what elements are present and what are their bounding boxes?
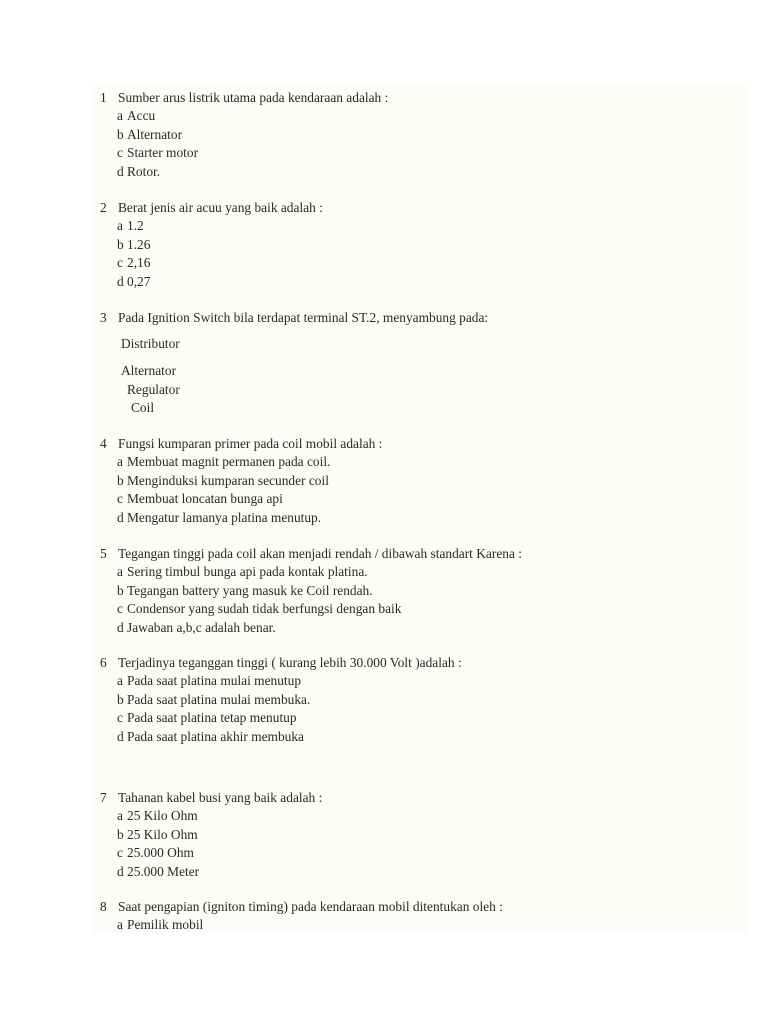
option-text: 25 Kilo Ohm: [127, 826, 198, 842]
option-text: Membuat loncatan bunga api: [127, 491, 283, 507]
question-text: Sumber arus listrik utama pada kendaraan adalah :: [118, 90, 389, 105]
option-letter: a: [117, 218, 123, 234]
question-number: 5: [100, 546, 107, 561]
option-text: Condensor yang sudah tidak berfungsi dengan baik: [127, 601, 402, 617]
option-text: Distributor: [121, 336, 180, 351]
question-text: Tegangan tinggi pada coil akan menjadi rendah / dibawah standart Karena :: [118, 546, 522, 561]
option-text: Mengatur lamanya platina menutup.: [127, 509, 322, 525]
option-letter: d: [117, 728, 124, 744]
option-letter: a: [117, 673, 123, 689]
option-text: 1.2: [127, 218, 144, 234]
option-text: Alternator: [127, 126, 183, 142]
option-letter: c: [117, 710, 123, 726]
option-text: Pada saat platina mulai menutup: [127, 673, 302, 689]
option-letter: c: [117, 145, 123, 161]
question-number: 7: [100, 790, 107, 805]
question-number: 8: [100, 899, 107, 914]
option-text: 1.26: [127, 236, 151, 252]
option-text: Coil: [131, 400, 155, 415]
question-text: Berat jenis air acuu yang baik adalah :: [118, 200, 323, 215]
option-text: Accu: [127, 108, 156, 124]
option-text: Starter motor: [127, 145, 199, 161]
option-letter: c: [117, 491, 123, 507]
question-text: Saat pengapian (igniton timing) pada kendaraan mobil ditentukan oleh :: [118, 899, 503, 914]
question-text: Pada Ignition Switch bila terdapat terminal ST.2, menyambung pada:: [118, 310, 489, 325]
option-letter: a: [117, 917, 123, 933]
option-text: Sering timbul bunga api pada kontak platina.: [127, 564, 368, 580]
option-text: Menginduksi kumparan secunder coil: [127, 472, 329, 488]
question-number: 1: [100, 90, 107, 105]
option-letter: c: [117, 601, 123, 617]
option-text: Rotor.: [127, 163, 161, 179]
option-text: Regulator: [127, 382, 180, 397]
option-text: 25 Kilo Ohm: [127, 808, 198, 824]
option-text: Pemilik mobil: [127, 917, 204, 933]
question-number: 3: [100, 310, 107, 325]
option-text: Pada saat platina akhir membuka: [127, 728, 304, 744]
option-letter: c: [117, 845, 123, 861]
option-text: Alternator: [121, 363, 177, 378]
option-text: Pada saat platina tetap menutup: [127, 710, 297, 726]
option-letter: b: [117, 126, 124, 142]
option-letter: d: [117, 163, 124, 179]
option-letter: b: [117, 582, 124, 598]
option-text: 2,16: [127, 255, 151, 271]
option-letter: d: [117, 863, 124, 879]
option-text: Tegangan battery yang masuk ke Coil rendah.: [127, 582, 373, 598]
question-text: Terjadinya teganggan tinggi ( kurang lebih 30.000 Volt )adalah :: [118, 655, 462, 670]
option-text: 25.000 Meter: [127, 863, 200, 879]
option-letter: d: [117, 619, 124, 635]
question-text: Fungsi kumparan primer pada coil mobil adalah :: [118, 436, 383, 451]
question-number: 6: [100, 655, 107, 670]
option-letter: c: [117, 255, 123, 271]
option-letter: b: [117, 691, 124, 707]
option-letter: b: [117, 236, 124, 252]
option-letter: a: [117, 454, 123, 470]
option-text: Pada saat platina mulai membuka.: [127, 691, 311, 707]
option-text: 0,27: [127, 273, 151, 289]
option-letter: b: [117, 826, 124, 842]
option-letter: a: [117, 564, 123, 580]
option-letter: b: [117, 472, 124, 488]
option-letter: a: [117, 108, 123, 124]
option-text: Membuat magnit permanen pada coil.: [127, 454, 331, 470]
option-text: 25.000 Ohm: [127, 845, 194, 861]
option-letter: a: [117, 808, 123, 824]
question-number: 4: [100, 436, 107, 451]
option-letter: d: [117, 509, 124, 525]
option-letter: d: [117, 273, 124, 289]
option-text: Jawaban a,b,c adalah benar.: [127, 619, 276, 635]
question-number: 2: [100, 200, 107, 215]
question-text: Tahanan kabel busi yang baik adalah :: [118, 790, 323, 805]
